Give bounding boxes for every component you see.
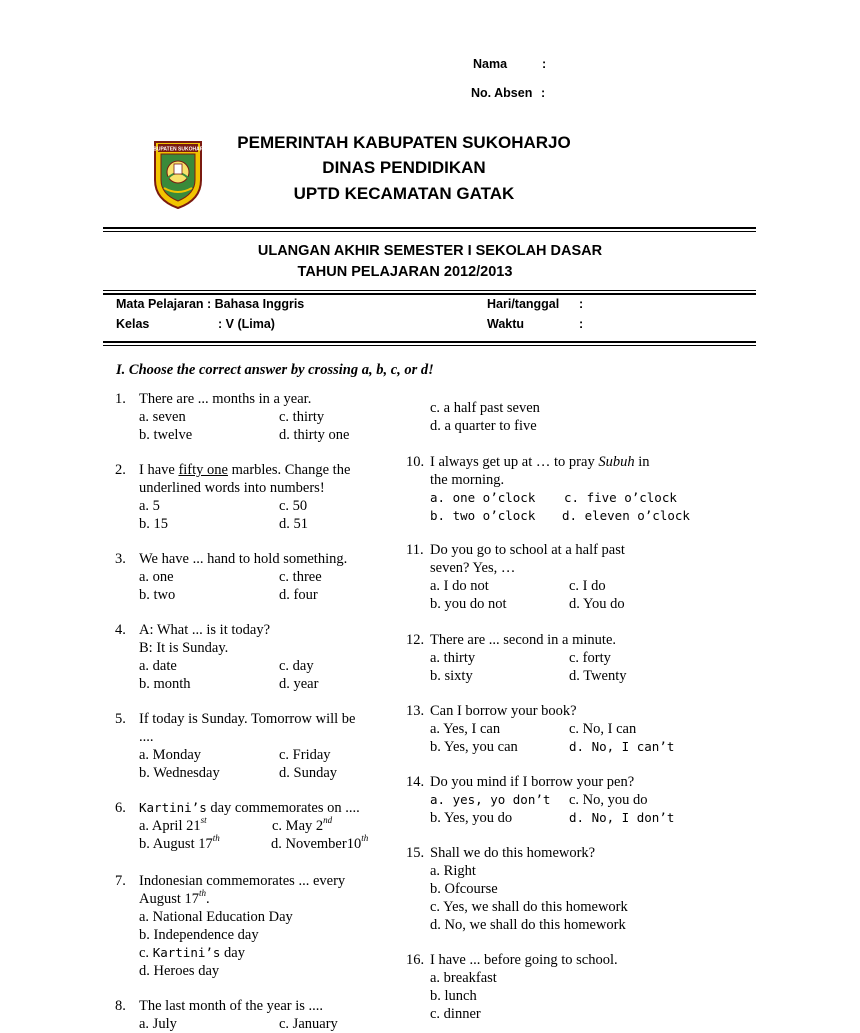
q11-text-line2: seven? Yes, bbox=[430, 560, 501, 576]
q13-option-c: c. No, I can bbox=[569, 721, 637, 737]
q10-option-c: c. five o’clock bbox=[564, 490, 677, 505]
q9-option-c: c. a half past seven bbox=[430, 400, 540, 416]
name-label: Nama bbox=[473, 57, 508, 71]
q1-option-d: d. thirty one bbox=[279, 427, 350, 443]
q4-option-a: a. date bbox=[139, 658, 177, 674]
q14-num: 14. bbox=[406, 774, 425, 790]
question-16 bbox=[406, 951, 746, 1023]
question-4 bbox=[115, 621, 385, 693]
q7-option-c-end: day bbox=[220, 945, 245, 961]
info-divider-bottom-thin bbox=[103, 345, 756, 346]
q9-option-d: d. a quarter to five bbox=[430, 418, 537, 434]
q12-text: There are ... second in a minute. bbox=[430, 632, 617, 648]
q6-option-b-sup: th bbox=[212, 833, 220, 843]
question-14 bbox=[406, 773, 746, 827]
q2-text-end: marbles. Change the bbox=[227, 462, 351, 478]
q5-option-a: a. Monday bbox=[139, 747, 202, 763]
q6-option-d: d. November10 bbox=[271, 836, 362, 852]
svg-text:KABUPATEN SUKOHARJO: KABUPATEN SUKOHARJO bbox=[146, 146, 210, 153]
header-divider-thin bbox=[103, 231, 756, 232]
q13-num: 13. bbox=[406, 703, 425, 719]
q6-text: day commemorates on .... bbox=[206, 800, 360, 816]
q10-text-b: to pray bbox=[554, 454, 599, 470]
q12-option-b: b. sixty bbox=[430, 668, 473, 684]
q6-num: 6. bbox=[115, 800, 126, 816]
class-label: Kelas bbox=[116, 317, 150, 331]
q13-text: Can I borrow your book? bbox=[430, 703, 577, 719]
q6-option-a: a. April 21 bbox=[139, 818, 201, 834]
class-value: : V (Lima) bbox=[218, 317, 275, 331]
q7-text-end: . bbox=[206, 891, 210, 907]
q2-num: 2. bbox=[115, 462, 126, 478]
q13-option-b: b. Yes, you can bbox=[430, 739, 518, 755]
question-11 bbox=[406, 541, 746, 613]
q6-kartini: Kartini’s bbox=[139, 800, 207, 815]
q5-text-line2: .... bbox=[139, 729, 154, 745]
q3-option-d: d. four bbox=[279, 587, 318, 603]
q12-option-a: a. thirty bbox=[430, 650, 476, 666]
q2-option-c: c. 50 bbox=[279, 498, 308, 514]
question-12 bbox=[406, 631, 746, 685]
q4-text: A: What ... is it today? bbox=[139, 622, 271, 638]
q10-dots: … bbox=[532, 454, 555, 470]
q1-option-c: c. thirty bbox=[279, 409, 325, 425]
q7-text-line2: August 17 bbox=[139, 891, 200, 907]
dept-title: DINAS PENDIDIKAN bbox=[322, 158, 486, 177]
q16-num: 16. bbox=[406, 952, 425, 968]
q11-option-a: a. I do not bbox=[430, 578, 489, 594]
question-2 bbox=[115, 461, 385, 533]
gov-title: PEMERINTAH KABUPATEN SUKOHARJO bbox=[237, 133, 571, 152]
header-divider bbox=[103, 227, 756, 229]
info-divider-top-thick bbox=[103, 293, 756, 295]
absen-label: No. Absen bbox=[471, 86, 533, 100]
q14-text: Do you mind if I borrow your pen? bbox=[430, 774, 635, 790]
date-label: Hari/tanggal bbox=[487, 297, 560, 311]
q7-option-b: b. Independence day bbox=[139, 927, 259, 943]
q5-num: 5. bbox=[115, 711, 126, 727]
q5-text: If today is Sunday. Tomorrow will be bbox=[139, 711, 356, 727]
q10-option-b: b. two o’clock bbox=[430, 508, 536, 523]
q2-underlined: fifty one bbox=[178, 462, 228, 478]
q3-text: We have ... hand to hold something. bbox=[139, 551, 348, 567]
q8-option-a: a. July bbox=[139, 1016, 177, 1032]
info-divider-bottom bbox=[103, 341, 756, 343]
q3-num: 3. bbox=[115, 551, 126, 567]
q15-option-b: b. Ofcourse bbox=[430, 881, 498, 897]
q14-option-d: d. No, I don’t bbox=[569, 810, 675, 825]
q1-option-a: a. seven bbox=[139, 409, 186, 425]
q7-option-a: a. National Education Day bbox=[139, 909, 293, 925]
question-9-continued bbox=[406, 399, 746, 435]
q14-option-c: c. No, you do bbox=[569, 792, 648, 808]
q10-option-a: a. one o’clock bbox=[430, 490, 536, 505]
absen-colon: : bbox=[541, 86, 546, 100]
q10-option-d: d. eleven o’clock bbox=[562, 508, 690, 523]
q6-option-d-sup: th bbox=[361, 833, 369, 843]
time-label: Waktu bbox=[487, 317, 525, 331]
uptd-title: UPTD KECAMATAN GATAK bbox=[293, 184, 515, 203]
q5-option-d: d. Sunday bbox=[279, 765, 337, 781]
q16-option-b: b. lunch bbox=[430, 988, 477, 1004]
q2-text-start: I have bbox=[139, 462, 179, 478]
q2-option-a: a. 5 bbox=[139, 498, 160, 514]
q4-text-line2: B: It is Sunday. bbox=[139, 640, 229, 656]
q15-num: 15. bbox=[406, 845, 425, 861]
q10-text-a: I always get up at bbox=[430, 454, 533, 470]
q10-text-line2: the morning. bbox=[430, 472, 505, 488]
q10-num: 10. bbox=[406, 454, 425, 470]
date-colon: : bbox=[579, 297, 584, 311]
q3-option-b: b. two bbox=[139, 587, 176, 603]
q16-option-c: c. dinner bbox=[430, 1006, 481, 1022]
q12-option-d: d. Twenty bbox=[569, 668, 627, 684]
q11-option-b: b. you do not bbox=[430, 596, 507, 612]
subject-field: Mata Pelajaran : Bahasa Inggris bbox=[116, 297, 305, 311]
q10-subuh: Subuh bbox=[598, 454, 635, 470]
q4-option-d: d. year bbox=[279, 676, 319, 692]
section-instruction: I. Choose the correct answer by crossing a, b, c, or d! bbox=[116, 362, 434, 378]
q1-text: There are ... months in a year. bbox=[139, 391, 312, 407]
q1-num: 1. bbox=[115, 391, 126, 407]
q7-sup: th bbox=[199, 888, 207, 898]
q2-text-line2: underlined words into numbers! bbox=[139, 480, 325, 496]
q5-option-b: b. Wednesday bbox=[139, 765, 220, 781]
q7-num: 7. bbox=[115, 873, 126, 889]
q1-option-b: b. twelve bbox=[139, 427, 193, 443]
q14-option-a: a. yes, yo don’t bbox=[430, 792, 551, 807]
q11-option-d: d. You do bbox=[569, 596, 625, 612]
question-3 bbox=[115, 550, 385, 604]
time-colon: : bbox=[579, 317, 584, 331]
q12-num: 12. bbox=[406, 632, 425, 648]
q12-option-c: c. forty bbox=[569, 650, 611, 666]
info-divider-top bbox=[103, 290, 756, 291]
q4-num: 4. bbox=[115, 622, 126, 638]
q7-option-c-prefix: c. bbox=[139, 945, 153, 961]
q11-num: 11. bbox=[406, 542, 424, 558]
name-colon: : bbox=[542, 57, 547, 71]
q13-option-d: d. No, I can’t bbox=[569, 739, 675, 754]
question-1 bbox=[115, 390, 385, 444]
q10-text-c: in bbox=[634, 454, 650, 470]
exam-year: TAHUN PELAJARAN 2012/2013 bbox=[297, 264, 513, 280]
q13-option-a: a. Yes, I can bbox=[430, 721, 501, 737]
q6-option-c-sup: nd bbox=[323, 815, 333, 825]
question-6 bbox=[115, 799, 385, 853]
q6-option-b: b. August 17 bbox=[139, 836, 213, 852]
q14-option-b: b. Yes, you do bbox=[430, 810, 513, 826]
q7-option-d: d. Heroes day bbox=[139, 963, 220, 979]
q8-option-c: c. January bbox=[279, 1016, 338, 1032]
q16-text: I have ... before going to school. bbox=[430, 952, 618, 968]
question-15 bbox=[406, 844, 746, 934]
q15-text: Shall we do this homework? bbox=[430, 845, 596, 861]
q4-option-c: c. day bbox=[279, 658, 314, 674]
q6-option-a-sup: st bbox=[200, 815, 207, 825]
q15-option-c: c. Yes, we shall do this homework bbox=[430, 899, 628, 915]
question-7 bbox=[115, 872, 385, 980]
q11-text: Do you go to school at a half past bbox=[430, 542, 625, 558]
q8-text: The last month of the year is .... bbox=[139, 998, 324, 1014]
q5-option-c: c. Friday bbox=[279, 747, 331, 763]
q11-option-c: c. I do bbox=[569, 578, 606, 594]
exam-title: ULANGAN AKHIR SEMESTER I SEKOLAH DASAR bbox=[257, 243, 603, 259]
q4-option-b: b. month bbox=[139, 676, 191, 692]
q2-option-b: b. 15 bbox=[139, 516, 168, 532]
question-13 bbox=[406, 702, 746, 756]
q7-option-c: Kartini’s bbox=[152, 945, 221, 960]
question-5 bbox=[115, 710, 385, 782]
q11-dots: … bbox=[500, 560, 516, 576]
q7-text: Indonesian commemorates ... every bbox=[139, 873, 346, 889]
question-10 bbox=[406, 453, 746, 525]
q2-option-d: d. 51 bbox=[279, 516, 308, 532]
q6-option-c: c. May 2 bbox=[272, 818, 324, 834]
q3-option-a: a. one bbox=[139, 569, 174, 585]
q15-option-a: a. Right bbox=[430, 863, 476, 879]
question-8 bbox=[115, 997, 385, 1033]
q15-option-d: d. No, we shall do this homework bbox=[430, 917, 626, 933]
q3-option-c: c. three bbox=[279, 569, 322, 585]
q16-option-a: a. breakfast bbox=[430, 970, 497, 986]
q8-num: 8. bbox=[115, 998, 126, 1014]
